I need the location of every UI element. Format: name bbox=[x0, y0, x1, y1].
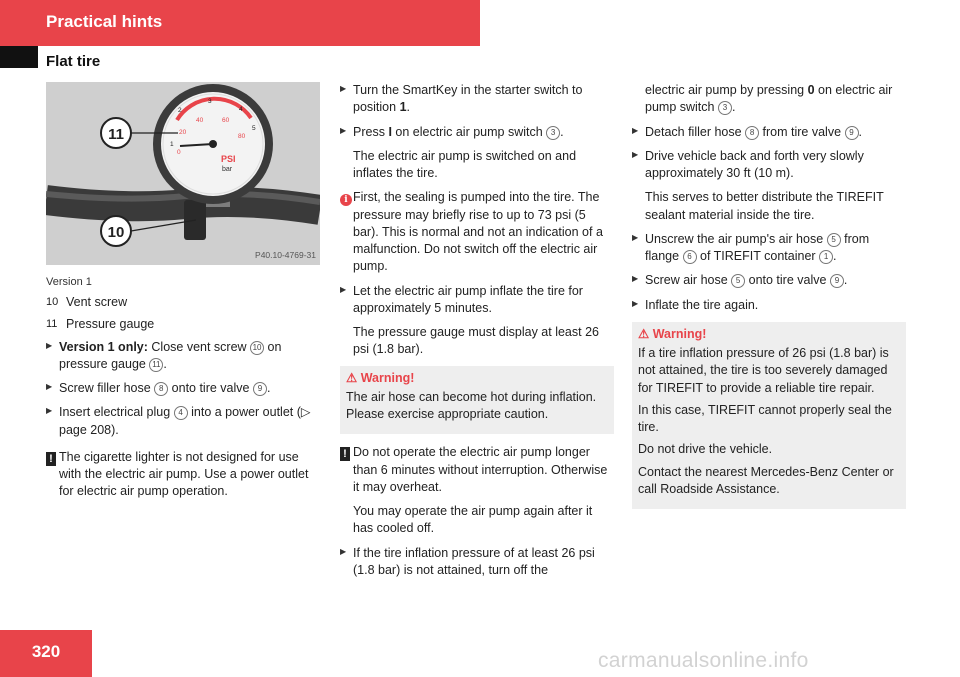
warning-triangle-icon: ⚠ bbox=[638, 326, 653, 341]
legend-label: Pressure gauge bbox=[66, 317, 155, 332]
gauge-tick: 40 bbox=[196, 117, 204, 124]
column-1 bbox=[46, 82, 322, 508]
legend-number: 10 bbox=[46, 296, 59, 309]
section-title: Practical hints bbox=[46, 12, 163, 31]
legend-item bbox=[46, 294, 322, 311]
caution-note: ! The cigarette lighter is not designed for use with the electric air pump. Use a power outlet for electric air pump operation. bbox=[46, 449, 322, 501]
instruction-step: ▶ Press I on electric air pump switch 3 . bbox=[340, 124, 614, 141]
instruction-step: ▶ Turn the SmartKey in the starter switch to position 1. bbox=[340, 82, 614, 117]
caution-note: ! Do not operate the electric air pump longer than 6 minutes without interruption. Otherwise it may overheat. bbox=[340, 444, 614, 496]
gauge-tick: 2 bbox=[178, 107, 182, 114]
section-tab-marker bbox=[0, 46, 38, 68]
info-icon: i bbox=[340, 194, 352, 206]
column-2 bbox=[340, 82, 614, 586]
gauge-illustration bbox=[46, 82, 320, 265]
gauge-bar-label: bar bbox=[222, 166, 233, 173]
gauge-tick: 60 bbox=[222, 117, 230, 124]
warning-text: Contact the nearest Mercedes-Benz Center or call Roadside Assistance. bbox=[638, 464, 894, 496]
instruction-step: ▶ Version 1 only: Close vent screw 10 on pressure gauge 11 . bbox=[46, 339, 322, 374]
instruction-step: ▶ Drive vehicle back and forth very slowly approximately 30 ft (10 m). bbox=[632, 148, 906, 183]
page-ref-pointer-icon: ▷ bbox=[300, 405, 311, 420]
warning-text: The air hose can become hot during inflation. Please exercise appropriate caution. bbox=[346, 389, 597, 421]
step-detail: This serves to better distribute the TIREFIT sealant material inside the tire. bbox=[645, 190, 884, 222]
instruction-step: ▶ Detach filler hose 8 from tire valve 9 . bbox=[632, 124, 906, 141]
warning-text: If a tire inflation pressure of 26 psi (1.8 bar) is not attained, the tire is too severely damaged for TIREFIT to provide a reliable tire repair. bbox=[638, 346, 889, 395]
instruction-step: ▶ Screw filler hose 8 onto tire valve 9 . bbox=[46, 380, 322, 397]
warning-text: In this case, TIREFIT cannot properly seal the tire. bbox=[638, 402, 892, 434]
warning-box: ⚠ Warning! The air hose can become hot during inflation. Please exercise appropriate caution. bbox=[340, 366, 614, 435]
page-number: 320 bbox=[31, 642, 61, 661]
info-note: i First, the sealing is pumped into the tire. The pressure may briefly rise to up to 73 psi (5 bar). This is normal and not an indication of a malfunction. Do not switch off the electric air pump. bbox=[340, 189, 614, 275]
image-code: P40.10-4769-31 bbox=[255, 250, 316, 261]
gauge-tick: 80 bbox=[238, 133, 246, 140]
column-3 bbox=[632, 82, 906, 519]
step-detail: You may operate the air pump again after it has cooled off. bbox=[353, 504, 593, 536]
watermark: carmanualsonline.info bbox=[598, 649, 809, 672]
gauge-tick: 3 bbox=[208, 98, 212, 105]
step-detail: The pressure gauge must display at least 26 psi (1.8 bar). bbox=[353, 325, 599, 357]
warning-text: Do not drive the vehicle. bbox=[638, 442, 773, 457]
callout-10: 10 bbox=[107, 224, 125, 241]
gauge-tick: 20 bbox=[179, 129, 187, 136]
instruction-step: ▶ Let the electric air pump inflate the tire for approximately 5 minutes. bbox=[340, 283, 614, 318]
callout-11: 11 bbox=[108, 126, 124, 143]
warning-box: ⚠ Warning! If a tire inflation pressure of 26 psi (1.8 bar) is not attained, the tire is too severely damaged for TIREFIT to provide a reliable tire repair. In this case, TIREFIT cannot properly seal the tire. Do not drive the vehicle. Contact the nearest Mercedes-Benz Center or call Roadside Assistance. bbox=[632, 322, 906, 509]
exclamation-icon: ! bbox=[340, 447, 350, 461]
gauge-tick: 0 bbox=[177, 149, 181, 156]
figure-caption: Version 1 bbox=[46, 276, 92, 288]
exclamation-icon: ! bbox=[46, 452, 56, 466]
pressure-gauge-photo bbox=[46, 82, 320, 265]
gauge-tick: 4 bbox=[239, 106, 243, 113]
gauge-psi-label: PSI bbox=[221, 154, 236, 164]
instruction-step: ▶ Inflate the tire again. bbox=[632, 297, 906, 314]
gauge-tick: 1 bbox=[170, 141, 174, 148]
instruction-step: ▶ If the tire inflation pressure of at least 26 psi (1.8 bar) is not attained, turn off the bbox=[340, 545, 614, 580]
instruction-step: ▶ Insert electrical plug 4 into a power outlet (▷ page 208). bbox=[46, 404, 322, 439]
instruction-step: ▶ Screw air hose 5 onto tire valve 9 . bbox=[632, 272, 906, 289]
legend-label: Vent screw bbox=[66, 295, 128, 310]
legend bbox=[46, 294, 322, 334]
step-continued: electric air pump by pressing 0 on electric air pump switch 3 . bbox=[645, 83, 893, 115]
legend-number: 11 bbox=[46, 318, 58, 331]
warning-triangle-icon: ⚠ bbox=[346, 370, 361, 385]
page-title: Flat tire bbox=[46, 53, 101, 70]
step-detail: The electric air pump is switched on and inflates the tire. bbox=[353, 148, 577, 180]
instruction-step: ▶ Unscrew the air pump's air hose 5 from flange 6 of TIREFIT container 1 . bbox=[632, 231, 906, 266]
legend-item bbox=[46, 316, 322, 333]
gauge-tick: 5 bbox=[252, 125, 256, 132]
